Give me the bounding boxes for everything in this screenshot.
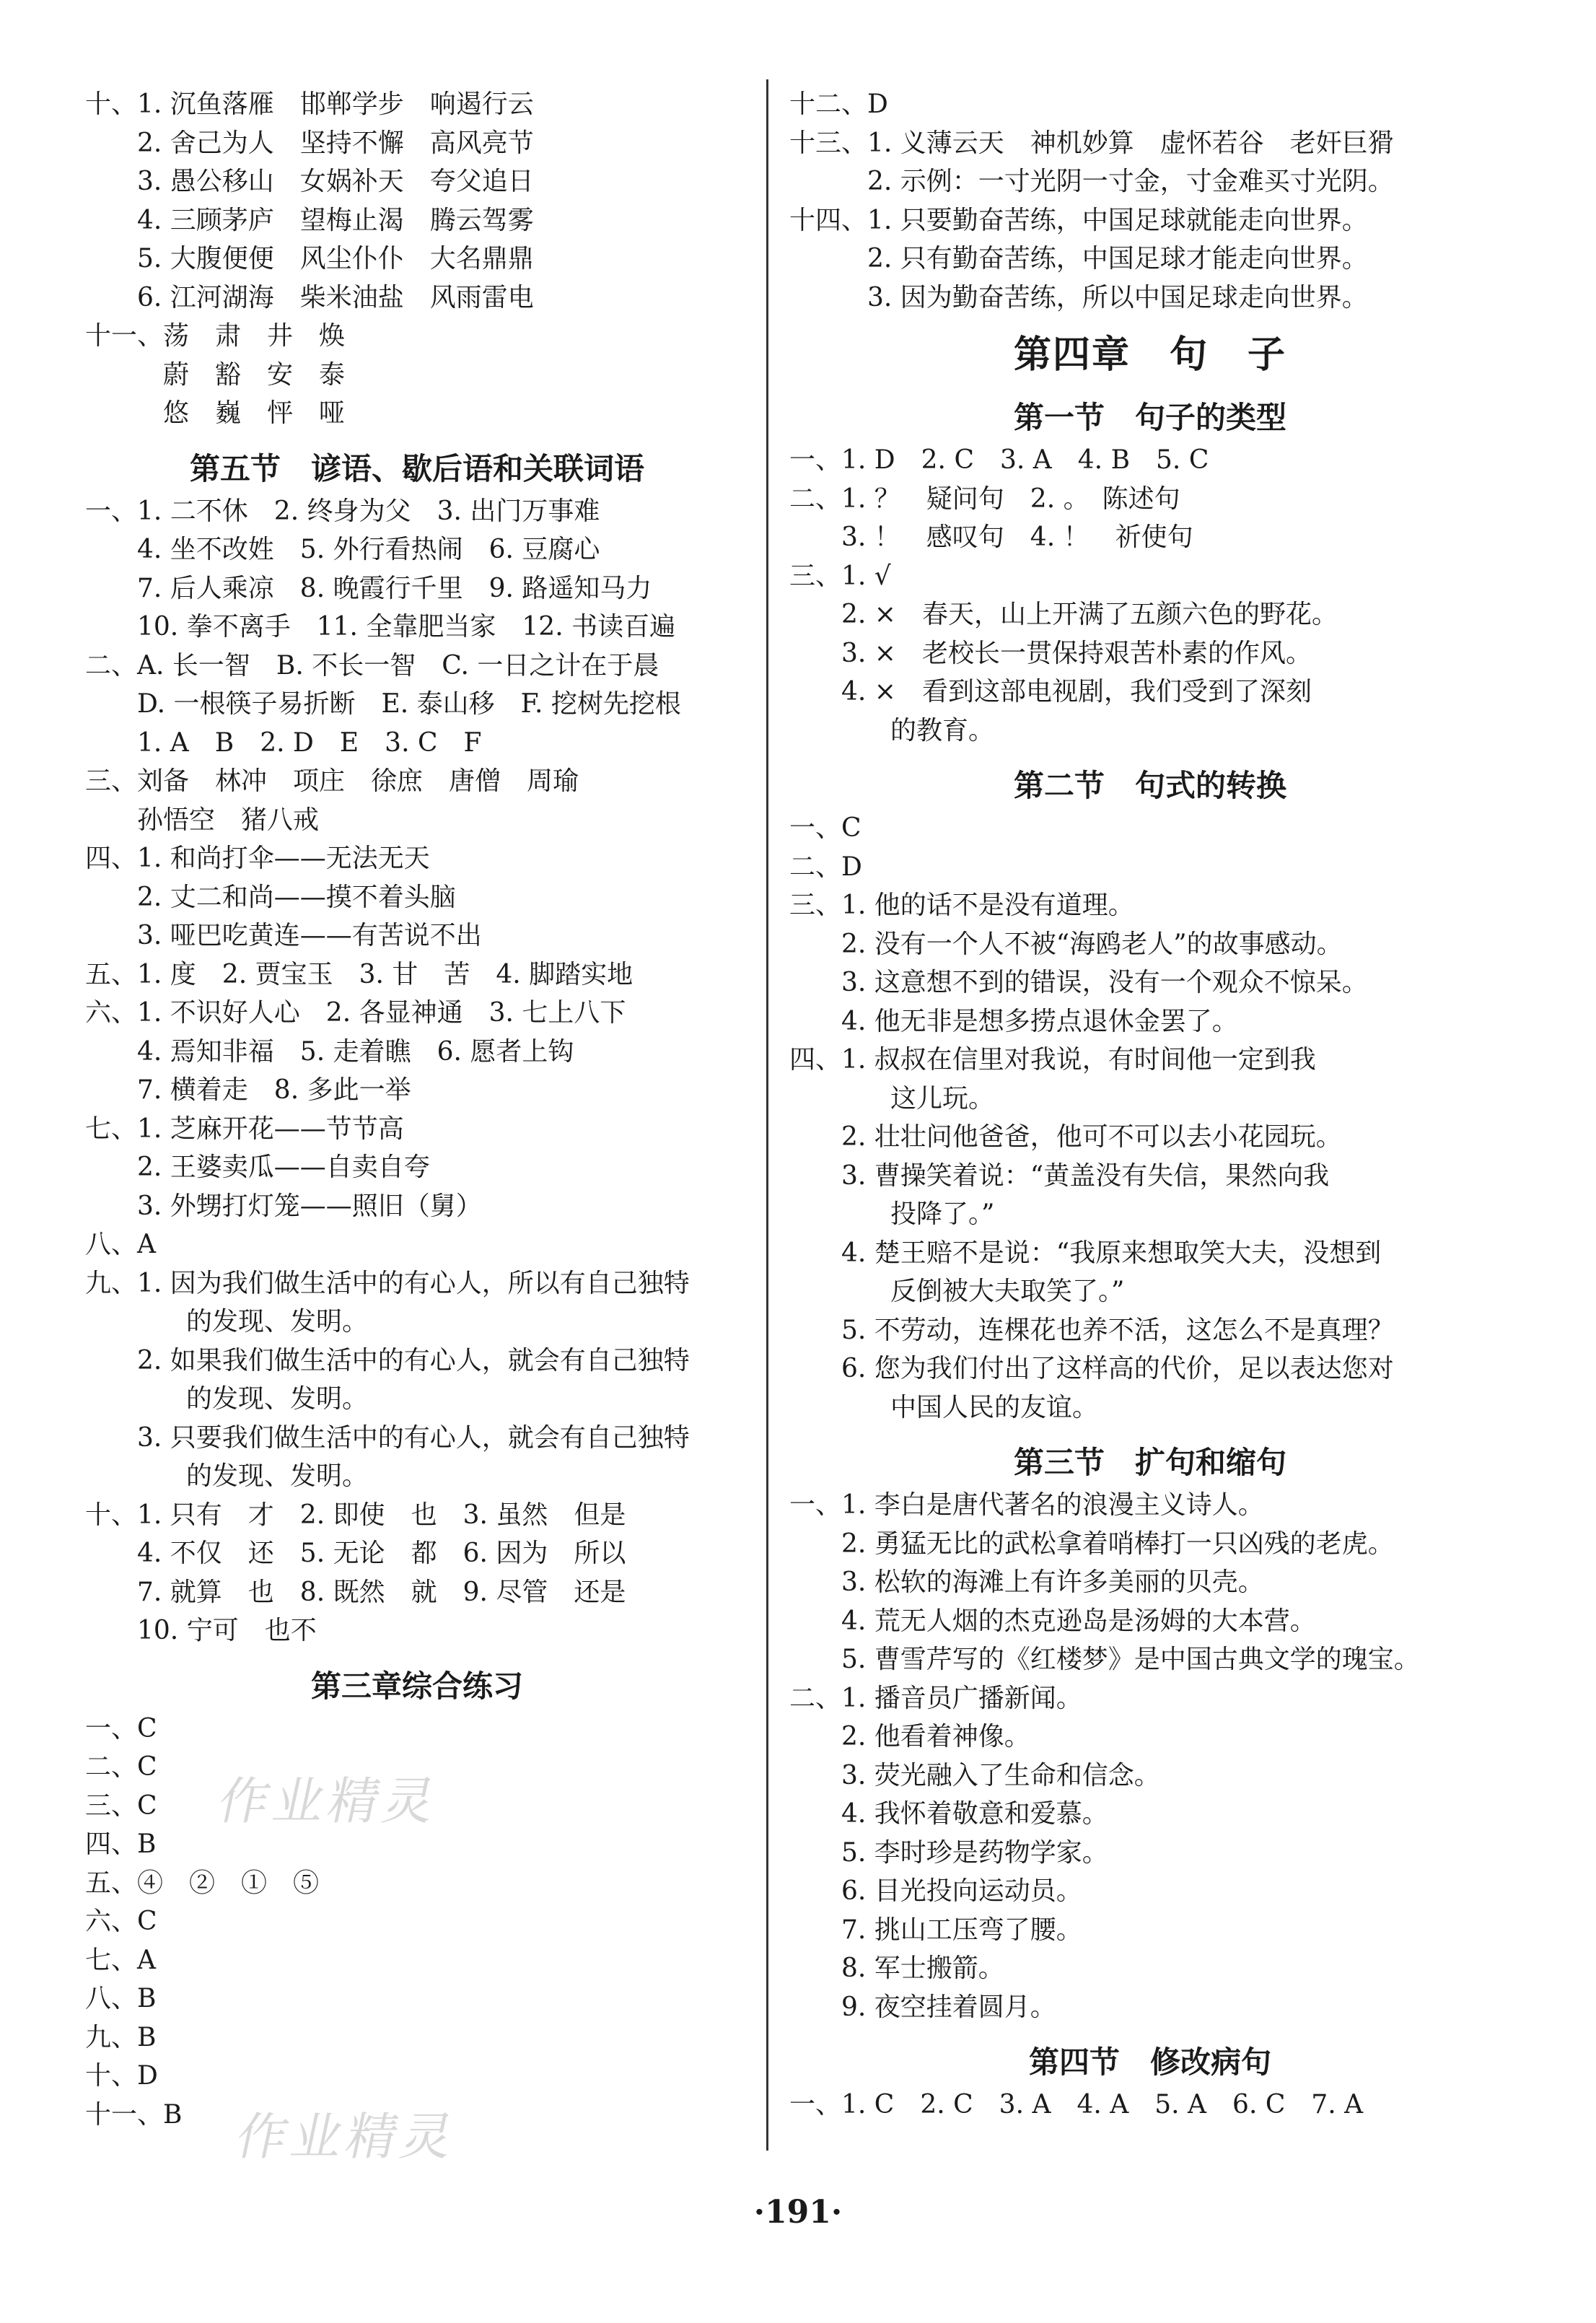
answer-line: 5. 大腹便便 风尘仆仆 大名鼎鼎 [85,244,534,274]
section-heading: 第一节 句子的类型 [1013,400,1286,435]
answer-line: 6. 您为我们付出了这样高的代价，足以表达您对 [789,1354,1394,1383]
answer-line: 一、1. C 2. C 3. A 4. A 5. A 6. C 7. A [789,2090,1364,2119]
answer-line: 2. 他看着神像。 [789,1722,1030,1751]
answer-line-continued: 中国人民的友谊。 [890,1392,1099,1422]
section-heading: 第三节 扩句和缩句 [1013,1445,1286,1480]
answer-line: 4. 不仅 还 5. 无论 都 6. 因为 所以 [85,1539,626,1568]
answer-line: 十、D [85,2061,158,2091]
answer-line: 七、1. 芝麻开花——节节高 [85,1114,404,1144]
answer-line: 三、1. √ [789,561,891,591]
answer-line: 10. 宁可 也不 [85,1616,317,1645]
section-heading: 第四节 修改病句 [1028,2044,1271,2080]
answer-line: 2. 丈二和尚——摸不着头脑 [85,882,456,912]
answer-line: 3. 松软的海滩上有许多美丽的贝壳。 [789,1567,1264,1597]
answer-line: 2. 舍己为人 坚持不懈 高风亮节 [85,128,534,158]
answer-line: 十、1. 只有 才 2. 即使 也 3. 虽然 但是 [85,1500,626,1530]
answer-line: 一、1. D 2. C 3. A 4. B 5. C [789,445,1209,475]
answer-line-continued: 的发现、发明。 [186,1461,369,1491]
answer-line: 4. 坐不改姓 5. 外行看热闹 6. 豆腐心 [85,535,600,564]
watermark: 作业精灵 [213,1772,445,1831]
answer-line: 一、C [85,1713,157,1744]
answer-line: 八、A [85,1230,156,1259]
answer-line: 五、1. 度 2. 贾宝玉 3. 甘 苦 4. 脚踏实地 [85,959,633,989]
answer-line: 7. 就算 也 8. 既然 就 9. 尽管 还是 [85,1577,626,1607]
answer-line-continued: 的发现、发明。 [186,1307,369,1337]
answer-line: 2. 王婆卖瓜——自卖自夸 [85,1152,430,1182]
answer-line: 四、B [85,1829,157,1859]
answer-line: 十二、D [789,89,888,119]
answer-line: 七、A [85,1945,156,1975]
answer-line: 3. 外甥打灯笼——照旧（舅） [85,1191,482,1221]
answer-line: 2. 没有一个人不被“海鸥老人”的故事感动。 [789,929,1343,959]
answer-line: 2. × 春天，山上开满了五颜六色的野花。 [789,600,1338,629]
answer-line-continued: 这儿玩。 [890,1083,995,1114]
answer-line: 4. 楚王赔不是说：“我原来想取笑大夫，没想到 [789,1238,1382,1268]
answer-line: 2. 壮壮问他爸爸，他可不可以去小花园玩。 [789,1122,1342,1152]
answer-line: 1. A B 2. D E 3. C F [85,727,482,758]
answer-line: 9. 夜空挂着圆月。 [789,1992,1056,2022]
answer-line: 3. 这意想不到的错误，没有一个观众不惊呆。 [789,968,1368,997]
answer-line: 十一、荡 肃 井 焕 [85,321,346,351]
answer-line: 二、D [789,852,862,882]
answer-line: 九、1. 因为我们做生活中的有心人，所以有自己独特 [85,1268,690,1298]
answer-line: 二、C [85,1752,157,1782]
answer-line: 7. 后人乘凉 8. 晚霞行千里 9. 路遥知马力 [85,573,652,603]
answer-line: 八、B [85,1984,157,2013]
answer-line: 3. × 老校长一贯保持艰苦朴素的作风。 [789,638,1312,668]
answer-line-continued: 反倒被大夫取笑了。” [890,1277,1125,1306]
answer-line: 五、④ ② ① ⑤ [85,1868,320,1898]
answer-line: 3. ！ 感叹句 4. ！ 祈使句 [789,522,1193,552]
answer-line: 4. 焉知非福 5. 走着瞧 6. 愿者上钩 [85,1036,574,1067]
answer-line: 蔚 豁 安 泰 [85,359,346,390]
answer-line: 3. 因为勤奋苦练，所以中国足球走向世界。 [789,282,1368,312]
answer-line: 4. × 看到这部电视剧，我们受到了深刻 [789,677,1312,706]
answer-line: 三、C [85,1790,157,1821]
answer-line: 5. 曹雪芹写的《红楼梦》是中国古典文学的瑰宝。 [789,1645,1420,1674]
answer-line: 四、1. 叔叔在信里对我说，有时间他一定到我 [789,1045,1316,1075]
answer-line: 二、1. ？ 疑问句 2. 。 陈述句 [789,484,1180,514]
answer-line: 一、C [789,813,861,843]
answer-line: 7. 挑山工压弯了腰。 [789,1915,1082,1945]
answer-line: 三、刘备 林冲 项庄 徐庶 唐僧 周瑜 [85,766,579,796]
answer-line: 2. 示例：一寸光阴一寸金，寸金难买寸光阴。 [789,167,1394,196]
answer-line: 4. 他无非是想多捞点退休金罢了。 [789,1006,1238,1036]
answer-line: 悠 巍 怦 哑 [85,398,346,428]
answer-line: 九、B [85,2022,157,2052]
chapter-heading: 第四章 句 子 [1013,333,1286,377]
answer-line: 二、1. 播音员广播新闻。 [789,1683,1082,1713]
answer-line: 十四、1. 只要勤奋苦练，中国足球就能走向世界。 [789,205,1368,235]
answer-line: 5. 李时珍是药物学家。 [789,1837,1108,1868]
answer-line: 十一、B [85,2099,183,2130]
answer-line: 4. 三顾茅庐 望梅止渴 腾云驾雾 [85,205,534,235]
answer-line: 4. 荒无人烟的杰克逊岛是汤姆的大本营。 [789,1606,1316,1636]
answer-line: 六、C [85,1907,157,1936]
answer-line-continued: 的教育。 [890,715,995,745]
answer-line: 3. 曹操笑着说：“黄盖没有失信，果然向我 [789,1160,1330,1191]
answer-line: 3. 只要我们做生活中的有心人，就会有自己独特 [85,1422,690,1453]
answer-line-continued: 投降了。” [890,1199,995,1229]
watermark: 作业精灵 [231,2107,463,2166]
answer-line: 4. 我怀着敬意和爱慕。 [789,1799,1108,1829]
page-number: ·191· [753,2194,843,2231]
answer-line: 二、A. 长一智 B. 不长一智 C. 一日之计在于晨 [85,650,659,681]
answer-line: 3. 愚公移山 女娲补天 夸父追日 [85,167,534,196]
answer-line: 8. 军士搬箭。 [789,1954,1004,1983]
answer-line: 2. 如果我们做生活中的有心人，就会有自己独特 [85,1345,690,1375]
answer-line: 2. 只有勤奋苦练，中国足球才能走向世界。 [789,244,1368,274]
section-heading: 第三章综合练习 [310,1668,523,1704]
answer-line: 十、1. 沉鱼落雁 邯郸学步 响遏行云 [85,89,534,119]
answer-line: 四、1. 和尚打伞——无法无天 [85,844,430,873]
section-heading: 第二节 句式的转换 [1013,768,1286,803]
answer-line: 孙悟空 猪八戒 [85,805,320,835]
answer-line: 5. 不劳动，连棵花也养不活，这怎么不是真理？ [789,1315,1394,1345]
answer-line: 一、1. 二不休 2. 终身为父 3. 出门万事难 [85,496,600,526]
column-divider [766,79,768,2151]
answer-line: 10. 拳不离手 11. 全靠肥当家 12. 书读百遍 [85,612,676,642]
answer-line: 3. 荧光融入了生命和信念。 [789,1760,1160,1790]
answer-line: 6. 江河湖海 柴米油盐 风雨雷电 [85,282,534,312]
answer-line: 3. 哑巴吃黄连——有苦说不出 [85,921,482,950]
answer-line: 6. 目光投向运动员。 [789,1876,1082,1906]
answer-line: 2. 勇猛无比的武松拿着哨棒打一只凶残的老虎。 [789,1528,1394,1559]
answer-line: 7. 横着走 8. 多此一举 [85,1075,411,1105]
answer-line: 十三、1. 义薄云天 神机妙算 虚怀若谷 老奸巨猾 [789,128,1394,158]
answer-line: 三、1. 他的话不是没有道理。 [789,891,1134,920]
answer-line: D. 一根筷子易折断 E. 泰山移 F. 挖树先挖根 [85,689,681,719]
right-column [789,85,1511,2125]
answer-line-continued: 的发现、发明。 [186,1384,369,1414]
answer-line: 六、1. 不识好人心 2. 各显神通 3. 七上八下 [85,998,626,1028]
section-heading: 第五节 谚语、歇后语和关联词语 [189,450,644,486]
answer-line: 一、1. 李白是唐代著名的浪漫主义诗人。 [789,1490,1264,1520]
